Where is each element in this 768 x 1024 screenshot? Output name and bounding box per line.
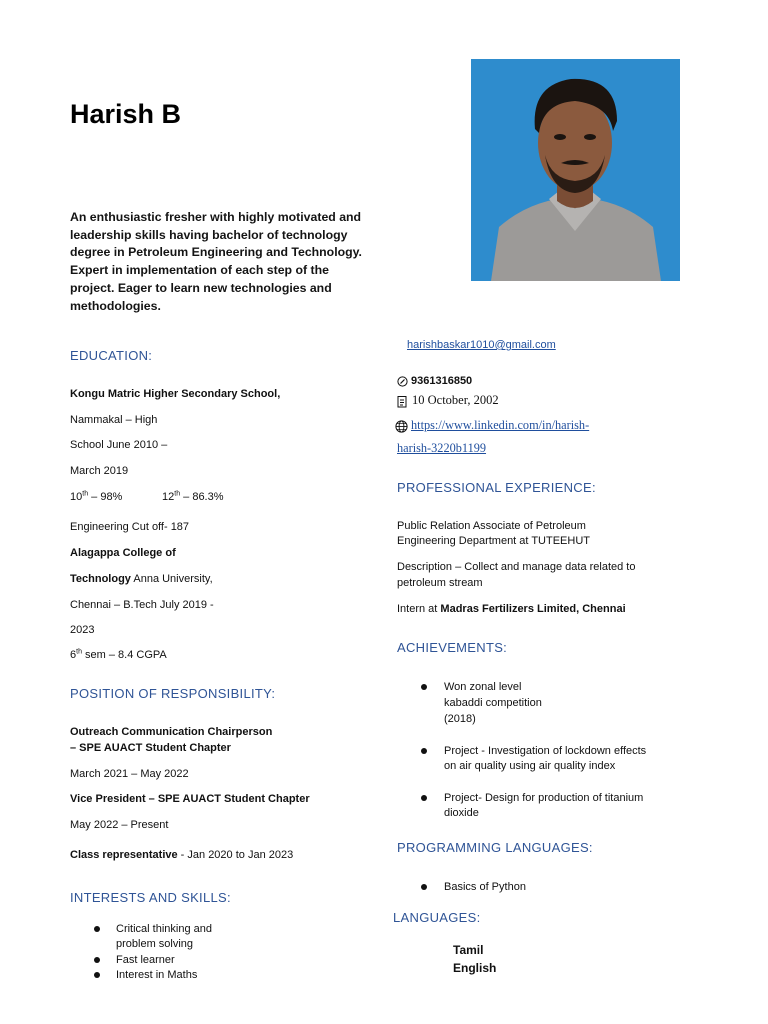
tenth-score <box>70 490 122 505</box>
role3-rest: - Jan 2020 to Jan 2023 <box>177 849 294 861</box>
achievement-1-line-3: (2018) <box>444 713 476 725</box>
languages-heading: LANGUAGES: <box>393 910 481 925</box>
sem-value: sem – 8.4 CGPA <box>81 649 167 661</box>
college-line-2 <box>70 572 213 587</box>
language-2: English <box>453 961 497 975</box>
experience-2-line-1: Description – Collect and manage data related to <box>397 561 636 573</box>
linkedin-link-line-1[interactable]: https://www.linkedin.com/in/harish- <box>411 418 590 432</box>
language-1: Tamil <box>453 943 484 957</box>
school-line-3: March 2019 <box>70 465 129 477</box>
school-line-1: Nammakal – High <box>70 414 158 426</box>
email-link[interactable]: harishbaskar1010@gmail.com <box>407 339 556 351</box>
bullet-icon <box>421 684 427 690</box>
school-name: Kongu Matric Higher Secondary School, <box>70 388 281 400</box>
role1-line-1: Outreach Communication Chairperson <box>70 726 273 738</box>
role2-dates: May 2022 – Present <box>70 819 169 831</box>
college-line-3: Chennai – B.Tech July 2019 - <box>70 599 214 611</box>
achievement-1-line-1: Won zonal level <box>444 681 522 693</box>
experience-3-company: Madras Fertilizers Limited, Chennai <box>440 603 626 615</box>
college-line-4: 2023 <box>70 624 95 636</box>
twelfth-value: – 86.3% <box>180 491 224 503</box>
achievement-2-line-2: on air quality using air quality index <box>444 760 616 772</box>
phone-icon <box>397 374 408 385</box>
programming-heading: PROGRAMMING LANGUAGES: <box>397 840 593 855</box>
role3-bold: Class representative <box>70 849 178 861</box>
twelfth-sup: th <box>174 490 181 498</box>
bullet-icon <box>421 748 427 754</box>
achievement-3-line-2: dioxide <box>444 807 479 819</box>
role2: Vice President – SPE AUACT Student Chapter <box>70 793 310 805</box>
role1-dates: March 2021 – May 2022 <box>70 768 189 780</box>
twelfth-label: 12 <box>162 491 175 503</box>
summary-paragraph: An enthusiastic fresher with highly motivated and leadership skills having bachelor of technology degree in Petroleum Engineering and Technology. Expert in implementation of each step of the project. Eager to learn new technologies and methodologies. <box>70 210 362 313</box>
bullet-icon <box>94 926 100 932</box>
globe-icon <box>395 420 408 433</box>
resume-name: Harish B <box>70 99 182 129</box>
college-bold: Technology <box>70 573 131 585</box>
interests-heading: INTERESTS AND SKILLS: <box>70 890 231 905</box>
achievement-3-line-1: Project- Design for production of titanium <box>444 792 644 804</box>
interest-item-1-line-2: problem solving <box>116 938 194 950</box>
interest-item-1-line-1: Critical thinking and <box>116 923 212 935</box>
experience-2-line-2: petroleum stream <box>397 577 483 589</box>
twelfth-score <box>162 490 224 505</box>
experience-3 <box>397 602 626 617</box>
experience-heading: PROFESSIONAL EXPERIENCE: <box>397 480 596 495</box>
profile-photo-illustration <box>471 59 680 281</box>
bullet-icon <box>94 972 100 978</box>
linkedin-link-line-2[interactable]: harish-3220b1199 <box>397 441 487 455</box>
programming-item-1: Basics of Python <box>444 881 526 893</box>
interest-item-3: Interest in Maths <box>116 969 198 981</box>
college-line-1: Alagappa College of <box>70 547 176 559</box>
calendar-icon <box>397 395 407 408</box>
experience-3-prefix: Intern at <box>397 603 441 615</box>
cutoff: Engineering Cut off- 187 <box>70 521 190 533</box>
school-line-2: School June 2010 – <box>70 439 168 451</box>
bullet-icon <box>421 795 427 801</box>
interest-item-2: Fast learner <box>116 954 175 966</box>
college-rest: Anna University, <box>130 573 213 585</box>
sem-label: 6 <box>70 649 77 661</box>
role3 <box>70 848 293 863</box>
experience-1-line-2: Engineering Department at TUTEEHUT <box>397 535 590 547</box>
experience-1-line-1: Public Relation Associate of Petroleum <box>397 520 586 532</box>
role1-line-2: – SPE AUACT Student Chapter <box>70 742 231 754</box>
achievement-1-line-2: kabaddi competition <box>444 697 542 709</box>
bullet-icon <box>421 884 427 890</box>
tenth-sup: th <box>82 490 89 498</box>
phone-number: 9361316850 <box>411 375 473 387</box>
sem-sup: th <box>76 648 82 656</box>
education-heading: EDUCATION: <box>70 348 153 363</box>
bullet-icon <box>94 957 100 963</box>
tenth-value: – 98% <box>88 491 123 503</box>
responsibility-heading: POSITION OF RESPONSIBILITY: <box>70 686 276 701</box>
achievement-2-line-1: Project - Investigation of lockdown effects <box>444 745 647 757</box>
achievements-heading: ACHIEVEMENTS: <box>397 640 508 655</box>
date-of-birth: 10 October, 2002 <box>412 393 499 407</box>
tenth-label: 10 <box>70 491 83 503</box>
profile-photo <box>471 59 680 281</box>
sem-score <box>70 648 167 663</box>
